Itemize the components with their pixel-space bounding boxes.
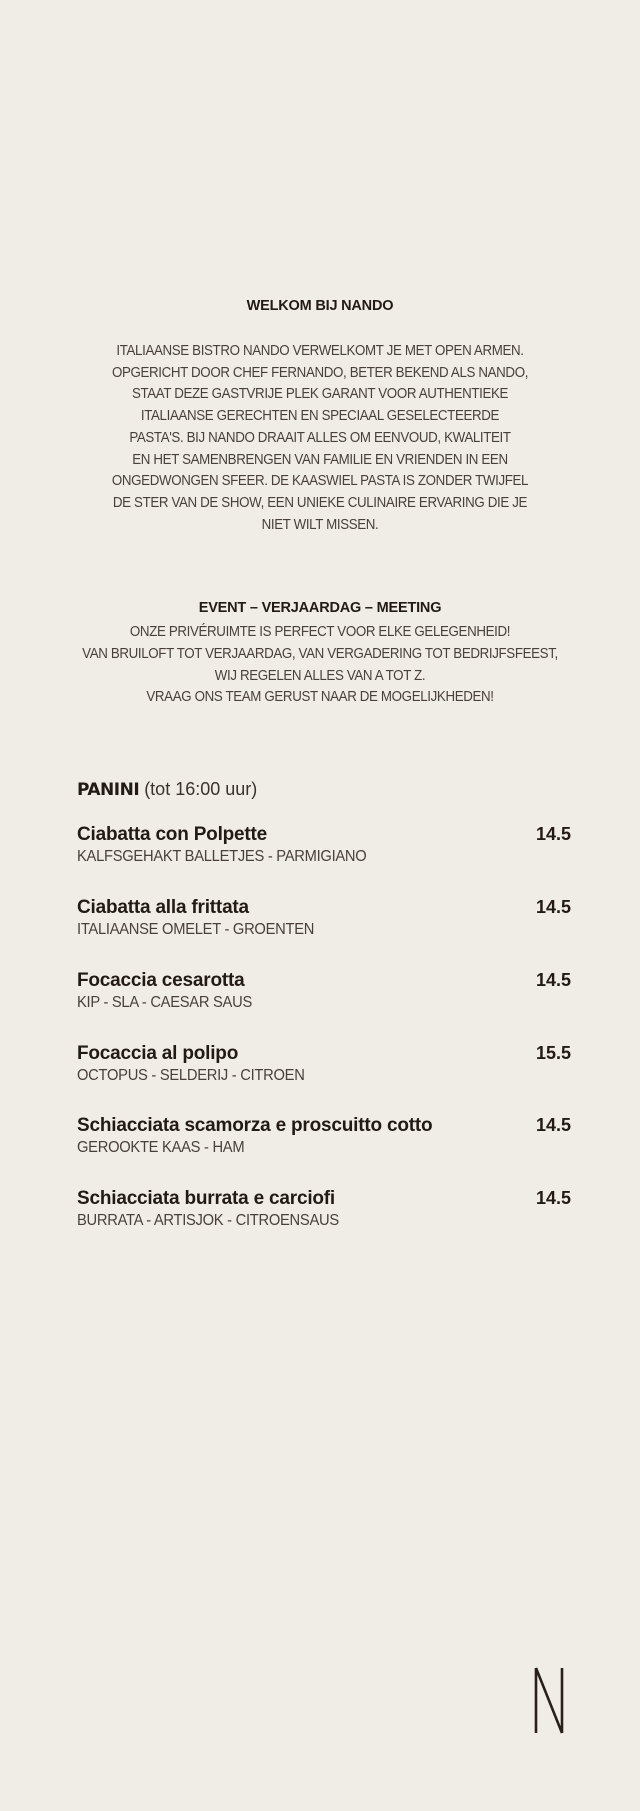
- menu-section-header: [77, 779, 257, 800]
- welcome-line: EN HET SAMENBRENGEN VAN FAMILIE EN VRIENDEN IN EEN: [132, 451, 508, 468]
- item-price: 14.5: [535, 1115, 571, 1135]
- menu-item: [77, 1188, 571, 1230]
- welcome-line: DE STER VAN DE SHOW, EEN UNIEKE CULINAIRE ERVARING DIE JE: [112, 494, 528, 511]
- item-price: 14.5: [535, 1188, 571, 1208]
- section-title: PANINI: [77, 780, 140, 800]
- item-price: 14.5: [535, 970, 571, 990]
- item-description: GEROOKTE KAAS - HAM: [77, 1139, 245, 1156]
- section-note: (tot 16:00 uur): [144, 779, 258, 799]
- item-name: Ciabatta alla frittata: [77, 897, 249, 918]
- welcome-line: PASTA'S. BIJ NANDO DRAAIT ALLES OM EENVOUD, KWALITEIT: [129, 429, 511, 446]
- event-line: VRAAG ONS TEAM GERUST NAAR DE MOGELIJKHEDEN!: [146, 689, 494, 706]
- menu-item: [77, 897, 571, 939]
- item-price: 14.5: [535, 897, 571, 917]
- item-price: 15.5: [535, 1043, 571, 1063]
- welcome-line: ITALIAANSE GERECHTEN EN SPECIAAL GESELECTEERDE: [140, 408, 500, 425]
- menu-item: [77, 970, 571, 1012]
- welcome-line: STAAT DEZE GASTVRIJE PLEK GARANT VOOR AUTHENTIEKE: [131, 386, 509, 403]
- nando-logo-icon: [532, 1666, 566, 1736]
- menu-item: [77, 1043, 571, 1085]
- welcome-line: OPGERICHT DOOR CHEF FERNANDO, BETER BEKEND ALS NANDO,: [111, 364, 529, 381]
- item-price: 14.5: [535, 824, 571, 844]
- welcome-line: ONGEDWONGEN SFEER. DE KAASWIEL PASTA IS ZONDER TWIJFEL: [111, 473, 529, 490]
- item-name: Schiacciata scamorza e proscuitto cotto: [77, 1115, 433, 1136]
- welcome-title: WELKOM BIJ NANDO: [246, 298, 394, 314]
- welcome-line: ITALIAANSE BISTRO NANDO VERWELKOMT JE MET OPEN ARMEN.: [116, 343, 524, 359]
- item-name: Ciabatta con Polpette: [77, 824, 268, 845]
- item-description: KIP - SLA - CAESAR SAUS: [77, 994, 253, 1011]
- item-description: ITALIAANSE OMELET - GROENTEN: [77, 921, 315, 938]
- event-line: ONZE PRIVÉRUIMTE IS PERFECT VOOR ELKE GELEGENHEID!: [129, 624, 511, 640]
- welcome-text: [26, 341, 615, 536]
- item-description: BURRATA - ARTISJOK - CITROENSAUS: [77, 1212, 339, 1229]
- item-description: KALFSGEHAKT BALLETJES - PARMIGIANO: [77, 848, 367, 865]
- item-name: Schiacciata burrata e carciofi: [77, 1188, 336, 1209]
- item-name: Focaccia al polipo: [77, 1043, 239, 1064]
- welcome-line: NIET WILT MISSEN.: [261, 516, 379, 533]
- event-text: [26, 622, 615, 709]
- event-line: WIJ REGELEN ALLES VAN A TOT Z.: [214, 667, 426, 684]
- event-title: EVENT – VERJAARDAG – MEETING: [198, 600, 442, 616]
- menu-item: [77, 824, 571, 866]
- item-description: OCTOPUS - SELDERIJ - CITROEN: [77, 1067, 305, 1084]
- event-line: VAN BRUILOFT TOT VERJAARDAG, VAN VERGADERING TOT BEDRIJFSFEEST,: [82, 645, 558, 662]
- menu-item: [77, 1115, 571, 1157]
- item-name: Focaccia cesarotta: [77, 970, 245, 991]
